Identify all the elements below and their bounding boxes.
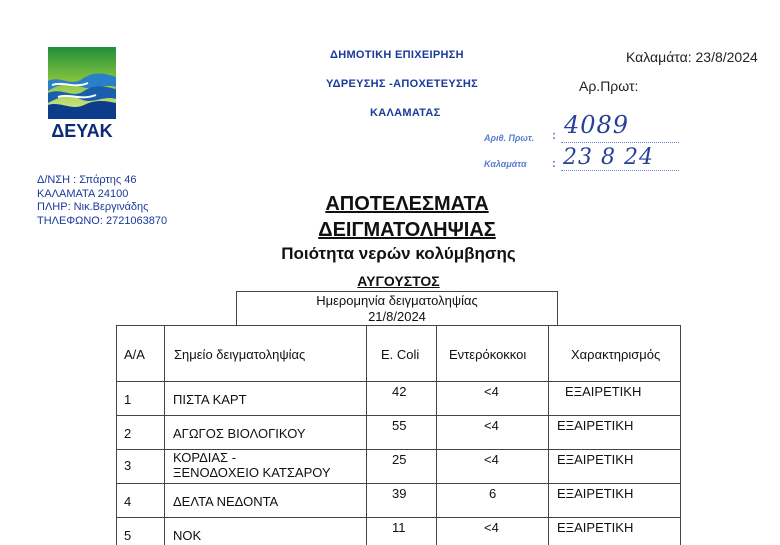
stamp-dotted-line-2 (561, 170, 679, 171)
sampling-date-value: 21/8/2024 (368, 309, 426, 324)
address-contact: ΠΛΗΡ: Νικ.Βεργινάδης (37, 201, 149, 213)
handwritten-protocol-number: 4089 (564, 111, 630, 139)
water-waves-logo-icon (48, 47, 116, 119)
row-1-rating: ΕΞΑΙΡΕΤΙΚΗ (565, 384, 642, 399)
deyak-logo (48, 47, 116, 143)
row-3-entero: <4 (484, 452, 499, 467)
row-2-rating: ΕΞΑΙΡΕΤΙΚΗ (557, 418, 634, 433)
header-characterization: Χαρακτηρισμός (571, 347, 661, 362)
table-row-divider (116, 381, 681, 382)
table-row-divider (116, 517, 681, 518)
month-heading: ΑΥΓΟΥΣΤΟΣ (357, 273, 440, 289)
address-phone: ΤΗΛΕΦΩΝΟ: 2721063870 (37, 215, 168, 227)
row-2-point: ΑΓΩΓΟΣ ΒΙΟΛΟΓΙΚΟΥ (173, 426, 306, 441)
document-date: Καλαμάτα: 23/8/2024 (626, 49, 758, 65)
protocol-label: Αρ.Πρωτ: (579, 78, 639, 94)
row-5-ecoli: 11 (392, 520, 406, 535)
stamp-colon-1: : (552, 128, 556, 142)
stamp-protocol-label: Αριθ. Πρωτ. (484, 133, 535, 143)
row-2-entero: <4 (484, 418, 499, 433)
address-street: Δ/ΝΣΗ : Σπάρτης 46 (37, 174, 137, 186)
table-border-left (116, 325, 117, 545)
table-col-divider (436, 325, 437, 545)
subtitle: Ποιότητα νερών κολύμβησης (281, 244, 516, 263)
table-row-divider (116, 483, 681, 484)
sampling-date-label: Ημερομηνία δειγματοληψίας (316, 293, 478, 308)
table-col-divider (366, 325, 367, 545)
row-1-point: ΠΙΣΤΑ ΚΑΡΤ (173, 392, 247, 407)
title-line-1: ΑΠΟΤΕΛΕΣΜΑΤΑ (325, 193, 489, 215)
address-city: ΚΑΛΑΜΑΤΑ 24100 (37, 188, 129, 200)
org-line-2: ΥΔΡΕΥΣΗΣ -ΑΠΟΧΕΤΕΥΣΗΣ (326, 78, 479, 90)
row-4-ecoli: 39 (392, 486, 407, 501)
row-1-ecoli: 42 (392, 384, 407, 399)
row-5-entero: <4 (484, 520, 499, 535)
stamp-date-label: Καλαμάτα (484, 159, 527, 169)
header-enterococci: Εντερόκοκκοι (449, 347, 527, 362)
row-4-point: ΔΕΛΤΑ ΝΕΔΟΝΤΑ (173, 494, 279, 509)
org-line-1: ΔΗΜΟΤΙΚΗ ΕΠΙΧΕΙΡΗΣΗ (330, 49, 464, 61)
row-1-no: 1 (124, 392, 132, 407)
header-sampling-point: Σημείο δειγματοληψίας (174, 347, 306, 362)
table-border-top (116, 325, 681, 326)
logo-text: ΔΕΥΑΚ (51, 121, 113, 141)
row-5-rating: ΕΞΑΙΡΕΤΙΚΗ (557, 520, 634, 535)
row-3-no: 3 (124, 458, 132, 473)
header-aa: Α/Α (124, 347, 145, 362)
stamp-dotted-line-1 (561, 142, 679, 143)
row-1-entero: <4 (484, 384, 499, 399)
header-ecoli: E. Coli (381, 347, 420, 362)
row-5-point: ΝΟΚ (173, 528, 202, 543)
table-col-divider (548, 325, 549, 545)
row-5-no: 5 (124, 528, 132, 543)
handwritten-stamp-date: 23 8 24 (563, 145, 654, 170)
row-3-point-line-2: ΞΕΝΟΔΟΧΕΙΟ ΚΑΤΣΑΡΟΥ (173, 465, 331, 480)
row-4-rating: ΕΞΑΙΡΕΤΙΚΗ (557, 486, 634, 501)
table-col-divider (164, 325, 165, 545)
row-2-ecoli: 55 (392, 418, 407, 433)
row-3-rating: ΕΞΑΙΡΕΤΙΚΗ (557, 452, 634, 467)
title-line-2: ΔΕΙΓΜΑΤΟΛΗΨΙΑΣ (318, 219, 496, 241)
row-3-point: ΚΟΡΔΙΑΣ - (173, 450, 237, 465)
row-2-no: 2 (124, 426, 132, 441)
org-line-3: ΚΑΛΑΜΑΤΑΣ (370, 107, 441, 119)
table-border-right (680, 325, 681, 545)
stamp-colon-2: : (552, 156, 556, 170)
row-4-entero: 6 (489, 486, 497, 501)
table-row-divider (116, 415, 681, 416)
row-3-ecoli: 25 (392, 452, 407, 467)
row-4-no: 4 (124, 494, 132, 509)
